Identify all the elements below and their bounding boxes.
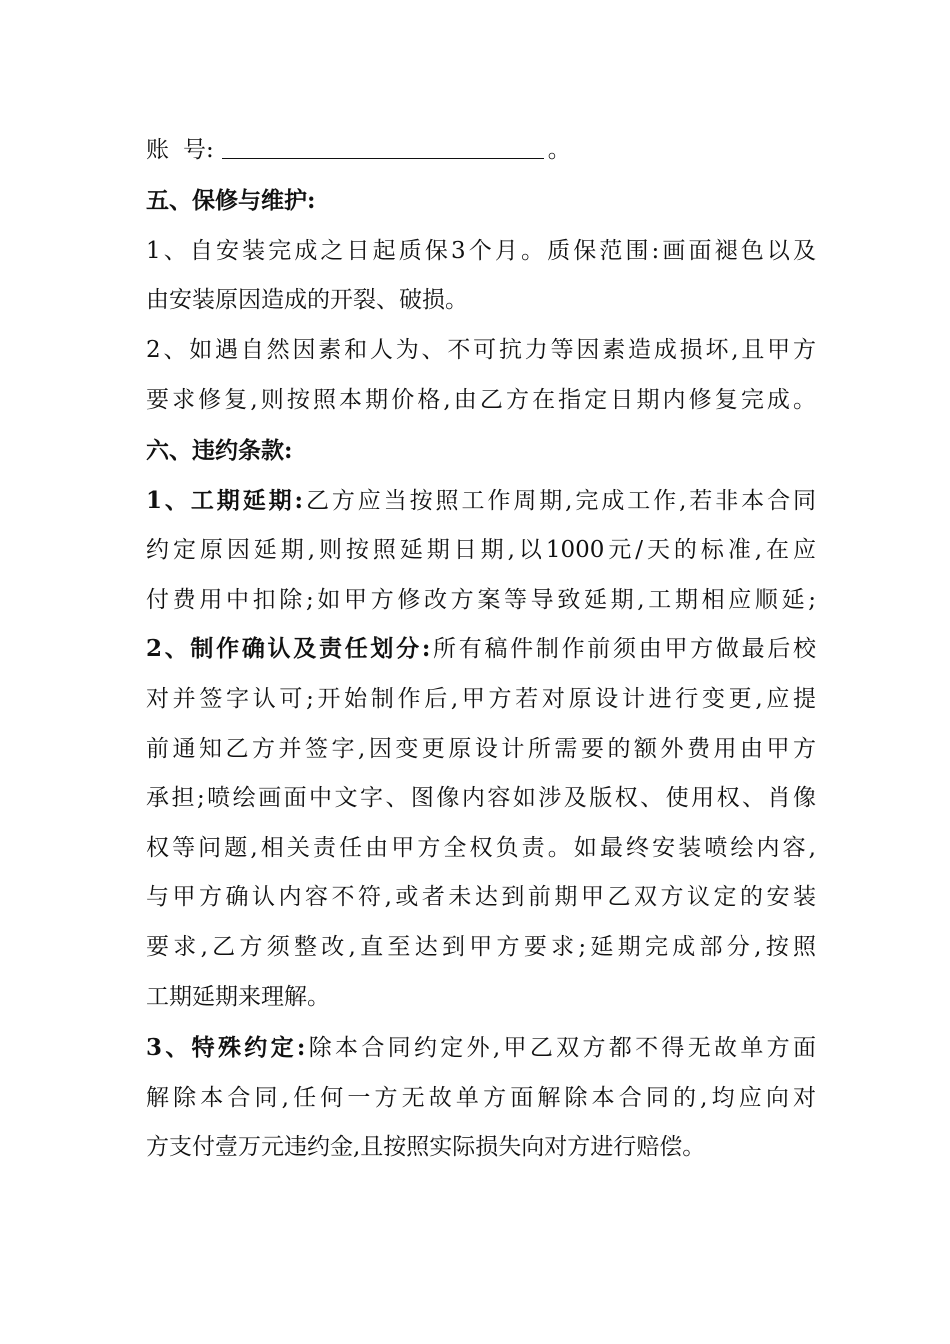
clause2-line2: 对并签字认可;开始制作后,甲方若对原设计进行变更,应提 bbox=[146, 686, 816, 712]
clause2-line6: 与甲方确认内容不符,或者未达到前期甲乙双方议定的安装 bbox=[146, 884, 816, 910]
clause1-line1 bbox=[146, 476, 816, 526]
section5-item1-line1: 1、自安装完成之日起质保3个月。质保范围:画面褪色以及 bbox=[146, 238, 816, 264]
clause2-title: 2、制作确认及责任划分: bbox=[146, 635, 431, 662]
clause2-line1 bbox=[146, 624, 816, 674]
clause1-title: 1、工期延期: bbox=[146, 487, 304, 514]
section6-heading: 六、违约条款: bbox=[146, 437, 293, 464]
section5-heading: 五、保修与维护: bbox=[146, 187, 316, 214]
section5-item2-line1: 2、如遇自然因素和人为、不可抗力等因素造成损坏,且甲方 bbox=[146, 337, 816, 363]
clause2-line3: 前通知乙方并签字,因变更原设计所需要的额外费用由甲方 bbox=[146, 736, 816, 762]
clause1-line1-text: 乙方应当按照工作周期,完成工作,若非本合同 bbox=[303, 488, 817, 514]
account-line bbox=[146, 125, 816, 175]
account-label-a: 账 bbox=[146, 137, 169, 163]
account-label-b: 号: bbox=[183, 137, 214, 163]
clause3-line1-text: 除本合同约定外,甲乙双方都不得无故单方面 bbox=[305, 1035, 816, 1061]
clause3-line2: 解除本合同,任何一方无故单方面解除本合同的,均应向对 bbox=[146, 1085, 816, 1111]
section5-item2-line2: 要求修复,则按照本期价格,由乙方在指定日期内修复完成。 bbox=[146, 387, 816, 413]
clause2-line7: 要求,乙方须整改,直至达到甲方要求;延期完成部分,按照 bbox=[146, 934, 816, 960]
account-suffix: 。 bbox=[547, 137, 571, 163]
clause3-line3: 方支付壹万元违约金,且按照实际损失向对方进行赔偿。 bbox=[146, 1134, 706, 1160]
clause2-line5: 权等问题,相关责任由甲方全权负责。如最终安装喷绘内容, bbox=[146, 835, 816, 861]
clause1-line3: 付费用中扣除;如甲方修改方案等导致延期,工期相应顺延; bbox=[146, 587, 816, 613]
clause3-line1 bbox=[146, 1023, 816, 1073]
clause2-line1-text: 所有稿件制作前须由甲方做最后校 bbox=[430, 636, 817, 662]
clause3-title: 3、特殊约定: bbox=[146, 1034, 306, 1061]
account-blank-line bbox=[222, 136, 544, 159]
clause2-line8: 工期延期来理解。 bbox=[146, 984, 330, 1010]
clause1-line2: 约定原因延期,则按照延期日期,以1000元/天的标准,在应 bbox=[146, 537, 816, 563]
section5-item1-line2: 由安装原因造成的开裂、破损。 bbox=[146, 287, 468, 313]
clause2-line4: 承担;喷绘画面中文字、图像内容如涉及版权、使用权、肖像 bbox=[146, 785, 816, 811]
